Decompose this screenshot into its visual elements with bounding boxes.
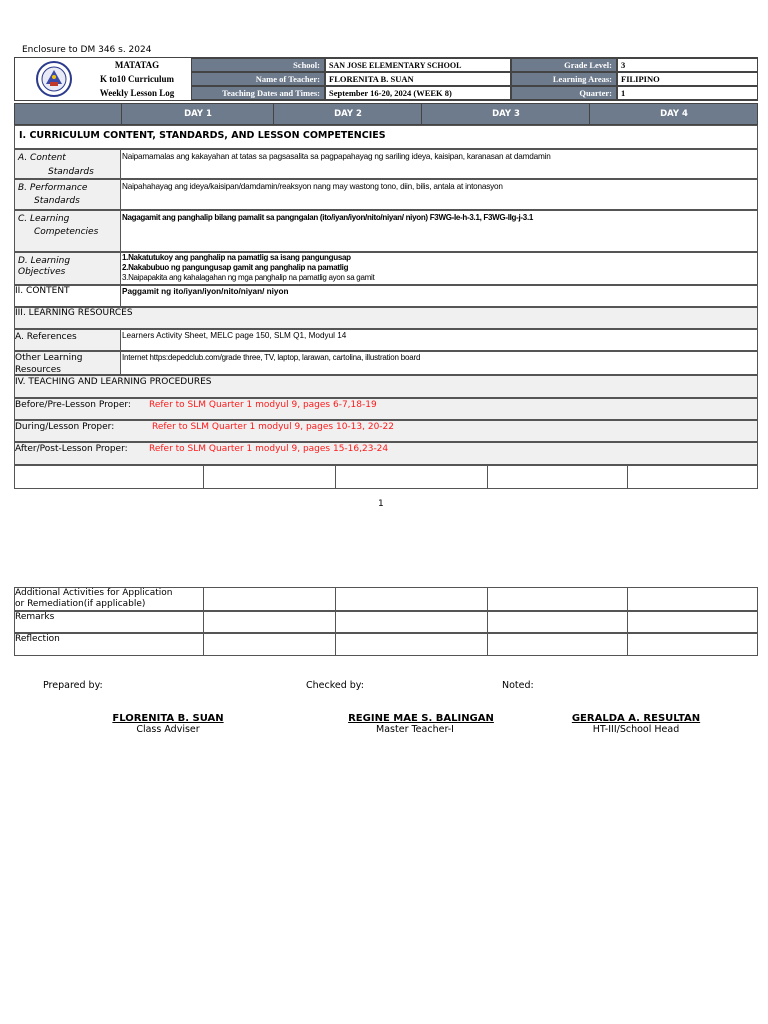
grid-divider bbox=[627, 612, 628, 632]
section-curriculum-row bbox=[14, 125, 758, 149]
grid-divider bbox=[335, 466, 336, 488]
learning-objectives-row bbox=[14, 252, 758, 285]
checked-role: Master Teacher-I bbox=[376, 724, 454, 735]
grid-divider bbox=[487, 588, 488, 610]
content-row bbox=[14, 285, 758, 307]
additional-activities-row bbox=[14, 587, 758, 611]
grid-divider bbox=[335, 588, 336, 610]
before-lesson-label: Before/Pre-Lesson Proper: bbox=[15, 400, 131, 410]
day-4-header: DAY 4 bbox=[589, 104, 758, 124]
title-line-3: Weekly Lesson Log bbox=[99, 88, 175, 98]
grid-divider bbox=[487, 612, 488, 632]
quarter-label: Quarter: bbox=[511, 86, 617, 100]
performance-standards-row bbox=[14, 179, 758, 210]
dates-label: Teaching Dates and Times: bbox=[191, 86, 325, 100]
before-lesson-row bbox=[14, 398, 758, 420]
teacher-value: FLORENITA B. SUAN bbox=[325, 72, 511, 86]
other-resources-label: Other Learning Resources bbox=[15, 352, 121, 374]
title-line-1: MATATAG bbox=[114, 60, 160, 70]
teacher-label: Name of Teacher: bbox=[191, 72, 325, 86]
learning-resources-title: III. LEARNING RESOURCES bbox=[15, 308, 133, 318]
other-resources-text: Internet https:depedclub.com/grade three, TV, laptop, larawan, cartolina, illustration board bbox=[122, 353, 421, 362]
area-label: Learning Areas: bbox=[511, 72, 617, 86]
content-standards-label: A. Content Standards bbox=[15, 150, 121, 178]
before-lesson-text: Refer to SLM Quarter 1 modyul 9, pages 6-7,18-19 bbox=[149, 400, 377, 410]
during-lesson-row bbox=[14, 420, 758, 442]
references-row bbox=[14, 329, 758, 351]
header-table bbox=[14, 57, 758, 101]
references-text: Learners Activity Sheet, MELC page 150, SLM Q1, Modyul 14 bbox=[122, 331, 347, 340]
during-lesson-text: Refer to SLM Quarter 1 modyul 9, pages 10-13, 20-22 bbox=[152, 422, 394, 432]
day-2-header: DAY 2 bbox=[273, 104, 422, 124]
checked-signature bbox=[336, 713, 506, 735]
other-resources-row bbox=[14, 351, 758, 375]
learning-competencies-label: C. Learning Competencies bbox=[15, 211, 121, 251]
noted-name: GERALDA A. RESULTAN bbox=[571, 713, 701, 724]
remarks-label: Remarks bbox=[15, 612, 55, 622]
grid-divider bbox=[627, 466, 628, 488]
grid-divider bbox=[203, 634, 204, 655]
content-text: Paggamit ng ito/iyan/iyon/nito/niyan/ niyon bbox=[122, 287, 289, 296]
performance-standards-text: Naipahahayag ang ideya/kaisipan/damdamin/reaksyon nang may wastong tono, diin, bilis, antala at intonasyon bbox=[122, 182, 503, 191]
prepared-role: Class Adviser bbox=[136, 724, 200, 735]
grid-divider bbox=[203, 612, 204, 632]
content-label: II. CONTENT bbox=[15, 286, 121, 306]
grid-divider bbox=[203, 466, 204, 488]
after-lesson-text: Refer to SLM Quarter 1 modyul 9, pages 15-16,23-24 bbox=[149, 444, 389, 454]
day-header-row bbox=[14, 103, 758, 125]
after-lesson-row bbox=[14, 442, 758, 465]
objective-2: 2.Nakabubuo ng pangungusap gamit ang panghalip na pamatlig bbox=[122, 263, 349, 272]
noted-label: Noted: bbox=[502, 680, 534, 691]
checked-by-label: Checked by: bbox=[306, 680, 364, 691]
title-line-2: K to10 Curriculum bbox=[100, 74, 174, 84]
content-standards-text: Naipamamalas ang kakayahan at tatas sa pagsasalita sa pagpapahayag ng sariling ideya, kaisipan, karanasan at damdamin bbox=[122, 152, 551, 161]
grid-divider bbox=[203, 588, 204, 610]
learning-competencies-text: Nagagamit ang panghalip bilang pamalit sa pangngalan (ito/iyan/iyon/nito/niyan/ niyon) F3WG-Ie-h-3.1, F3WG-IIg-j-3.1 bbox=[122, 213, 534, 222]
lesson-log-title bbox=[83, 58, 191, 100]
deped-seal-logo bbox=[15, 58, 83, 100]
during-lesson-label: During/Lesson Proper: bbox=[15, 422, 115, 432]
day-3-header: DAY 3 bbox=[421, 104, 590, 124]
day-1-header: DAY 1 bbox=[121, 104, 274, 124]
school-value: SAN JOSE ELEMENTARY SCHOOL bbox=[325, 58, 511, 72]
learning-objectives-label: D. Learning Objectives bbox=[15, 253, 121, 284]
noted-signature bbox=[556, 713, 716, 735]
objective-3: 3.Naipapakita ang kahalagahan ng mga panghalip na pamatlig ayon sa gamit bbox=[122, 273, 375, 282]
prepared-signature bbox=[100, 713, 236, 735]
references-label: A. References bbox=[15, 330, 121, 350]
page-number: 1 bbox=[378, 499, 384, 509]
content-standards-row bbox=[14, 149, 758, 179]
performance-standards-label: B. Performance Standards bbox=[15, 180, 121, 209]
additional-activities-label: Additional Activities for Application or Remediation(if applicable) bbox=[15, 588, 173, 609]
after-lesson-label: After/Post-Lesson Proper: bbox=[15, 444, 128, 454]
grid-divider bbox=[627, 634, 628, 655]
objective-1: 1.Nakatutukoy ang panghalip na pamatlig sa isang pangungusap bbox=[122, 253, 351, 262]
dates-value: September 16-20, 2024 (WEEK 8) bbox=[325, 86, 511, 100]
grid-divider bbox=[335, 634, 336, 655]
procedures-title: IV. TEACHING AND LEARNING PROCEDURES bbox=[15, 377, 212, 387]
grid-divider bbox=[335, 612, 336, 632]
procedures-row bbox=[14, 375, 758, 398]
grade-value: 3 bbox=[617, 58, 758, 72]
area-value: FILIPINO bbox=[617, 72, 758, 86]
reflection-row bbox=[14, 633, 758, 656]
empty-grid-row bbox=[14, 465, 758, 489]
learning-objectives-text bbox=[122, 253, 374, 283]
prepared-name: FLORENITA B. SUAN bbox=[112, 713, 224, 724]
reflection-label: Reflection bbox=[15, 634, 60, 644]
section-curriculum-title: I. CURRICULUM CONTENT, STANDARDS, AND LESSON COMPETENCIES bbox=[19, 130, 386, 141]
noted-role: HT-III/School Head bbox=[592, 724, 680, 735]
prepared-by-label: Prepared by: bbox=[43, 680, 103, 691]
quarter-value: 1 bbox=[617, 86, 758, 100]
grid-divider bbox=[487, 466, 488, 488]
enclosure-note: Enclosure to DM 346 s. 2024 bbox=[22, 45, 152, 55]
learning-competencies-row bbox=[14, 210, 758, 252]
grid-divider bbox=[627, 588, 628, 610]
learning-resources-row bbox=[14, 307, 758, 329]
remarks-row bbox=[14, 611, 758, 633]
checked-name: REGINE MAE S. BALINGAN bbox=[348, 713, 494, 724]
grade-label: Grade Level: bbox=[511, 58, 617, 72]
grid-divider bbox=[487, 634, 488, 655]
school-label: School: bbox=[191, 58, 325, 72]
